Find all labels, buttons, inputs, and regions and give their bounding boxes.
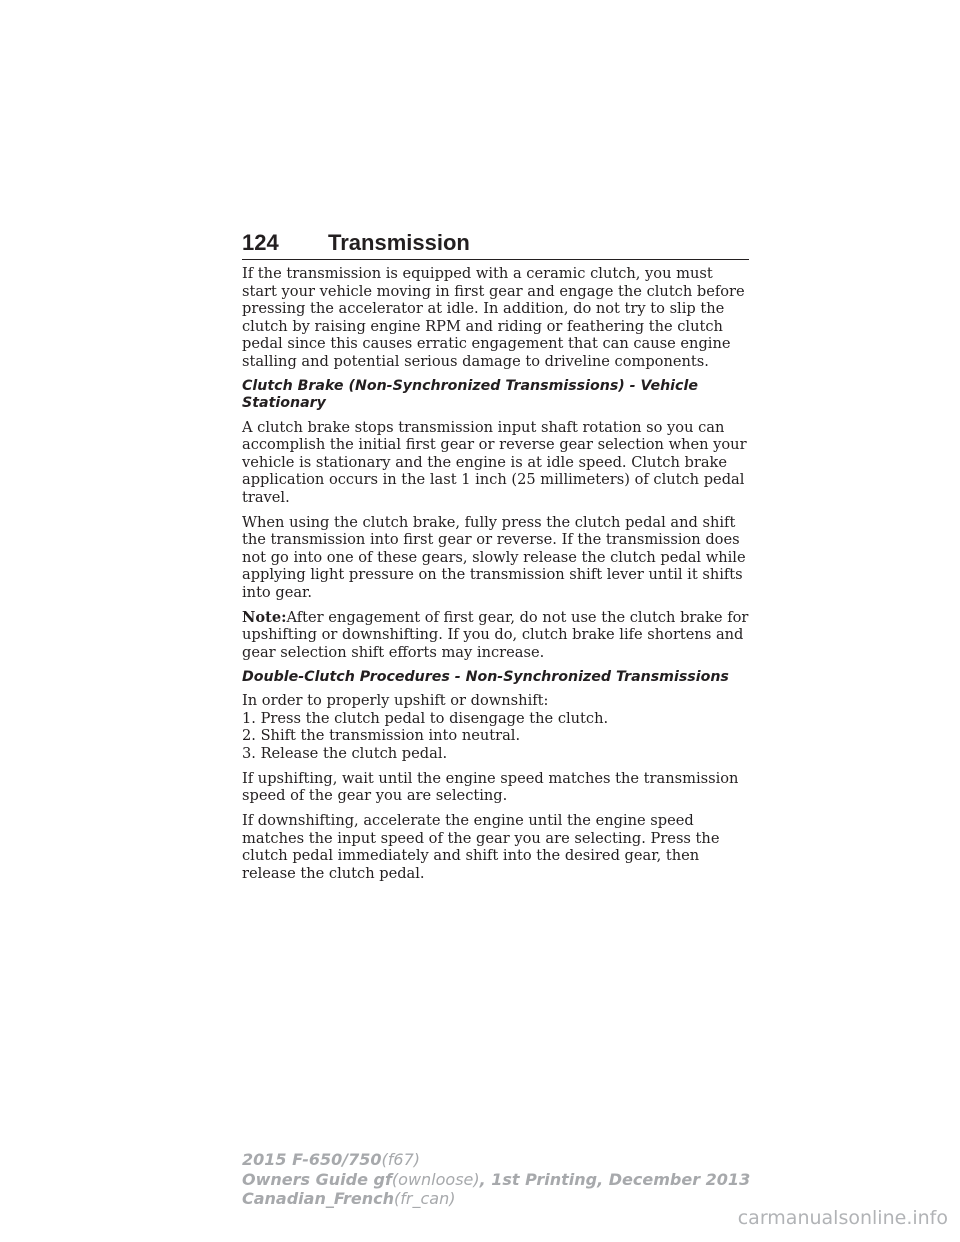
- footer-guide-type: (ownloose): [391, 1169, 480, 1189]
- clutch-brake-paragraph-1: A clutch brake stops transmission input shaft rotation so you can accomplish the initial first gear or reverse gear selection when your vehicle is stationary and the engine is at idle speed. Clutch brake application occurs in the last 1 inch (25 millimeters) of clutch pedal travel.: [242, 418, 747, 506]
- footer-printing: , 1st Printing, December 2013: [479, 1169, 751, 1189]
- note-label: Note:: [242, 608, 287, 626]
- double-clutch-heading: Double-Clutch Procedures - Non-Synchronized Transmissions: [242, 668, 729, 685]
- page-header: [242, 229, 749, 260]
- steps-list: [242, 710, 752, 763]
- step-item: 1. Press the clutch pedal to disengage the clutch.: [242, 709, 609, 727]
- footer-line-3: [242, 1189, 750, 1209]
- watermark: carmanualsonline.info: [737, 1207, 948, 1229]
- footer-language-code: (fr_can): [394, 1189, 456, 1208]
- note-text: After engagement of first gear, do not use the clutch brake for upshifting or downshifting. If you do, clutch brake life shortens and gear selection shift efforts may increase.: [242, 608, 749, 661]
- clutch-brake-heading: Clutch Brake (Non-Synchronized Transmissions) - Vehicle Stationary: [242, 377, 698, 411]
- note-paragraph: [242, 609, 752, 662]
- footer-guide: Owners Guide gf: [242, 1169, 392, 1189]
- step-item: 3. Release the clutch pedal.: [242, 744, 448, 762]
- ceramic-clutch-paragraph: If the transmission is equipped with a ceramic clutch, you must start your vehicle moving in first gear and engage the clutch before pressing the accelerator at idle. In addition, do not try to slip the clutch by raising engine RPM and riding or feathering the clutch pedal since this causes erratic engagement that can cause engine stalling and potential serious damage to driveline components.: [242, 265, 745, 370]
- page-number: 124: [242, 230, 279, 255]
- step-item: 2. Shift the transmission into neutral.: [242, 727, 521, 744]
- footer-line-2: [242, 1170, 750, 1190]
- clutch-brake-paragraph-2: When using the clutch brake, fully press the clutch pedal and shift the transmission into first gear or reverse. If the transmission does not go into one of these gears, slowly release the clutch pedal while applying light pressure on the transmission shift lever until it shifts into gear.: [242, 513, 746, 601]
- steps-intro: In order to properly upshift or downshift:: [242, 692, 549, 709]
- upshift-paragraph: If upshifting, wait until the engine speed matches the transmission speed of the gear you are selecting.: [242, 769, 739, 804]
- steps-block: [242, 692, 752, 762]
- footer-language: Canadian_French: [242, 1189, 395, 1208]
- downshift-paragraph: If downshifting, accelerate the engine until the engine speed matches the input speed of the gear you are selecting. Press the clutch pedal immediately and shift into the desired gear, then release the clutch pedal.: [242, 812, 720, 882]
- footer-line-1: [242, 1150, 750, 1170]
- chapter-title: Transmission: [328, 230, 470, 255]
- page-content: [242, 265, 752, 890]
- document-footer: [242, 1150, 750, 1209]
- footer-model-code: (f67): [381, 1150, 420, 1169]
- footer-model: 2015 F-650/750: [242, 1150, 382, 1169]
